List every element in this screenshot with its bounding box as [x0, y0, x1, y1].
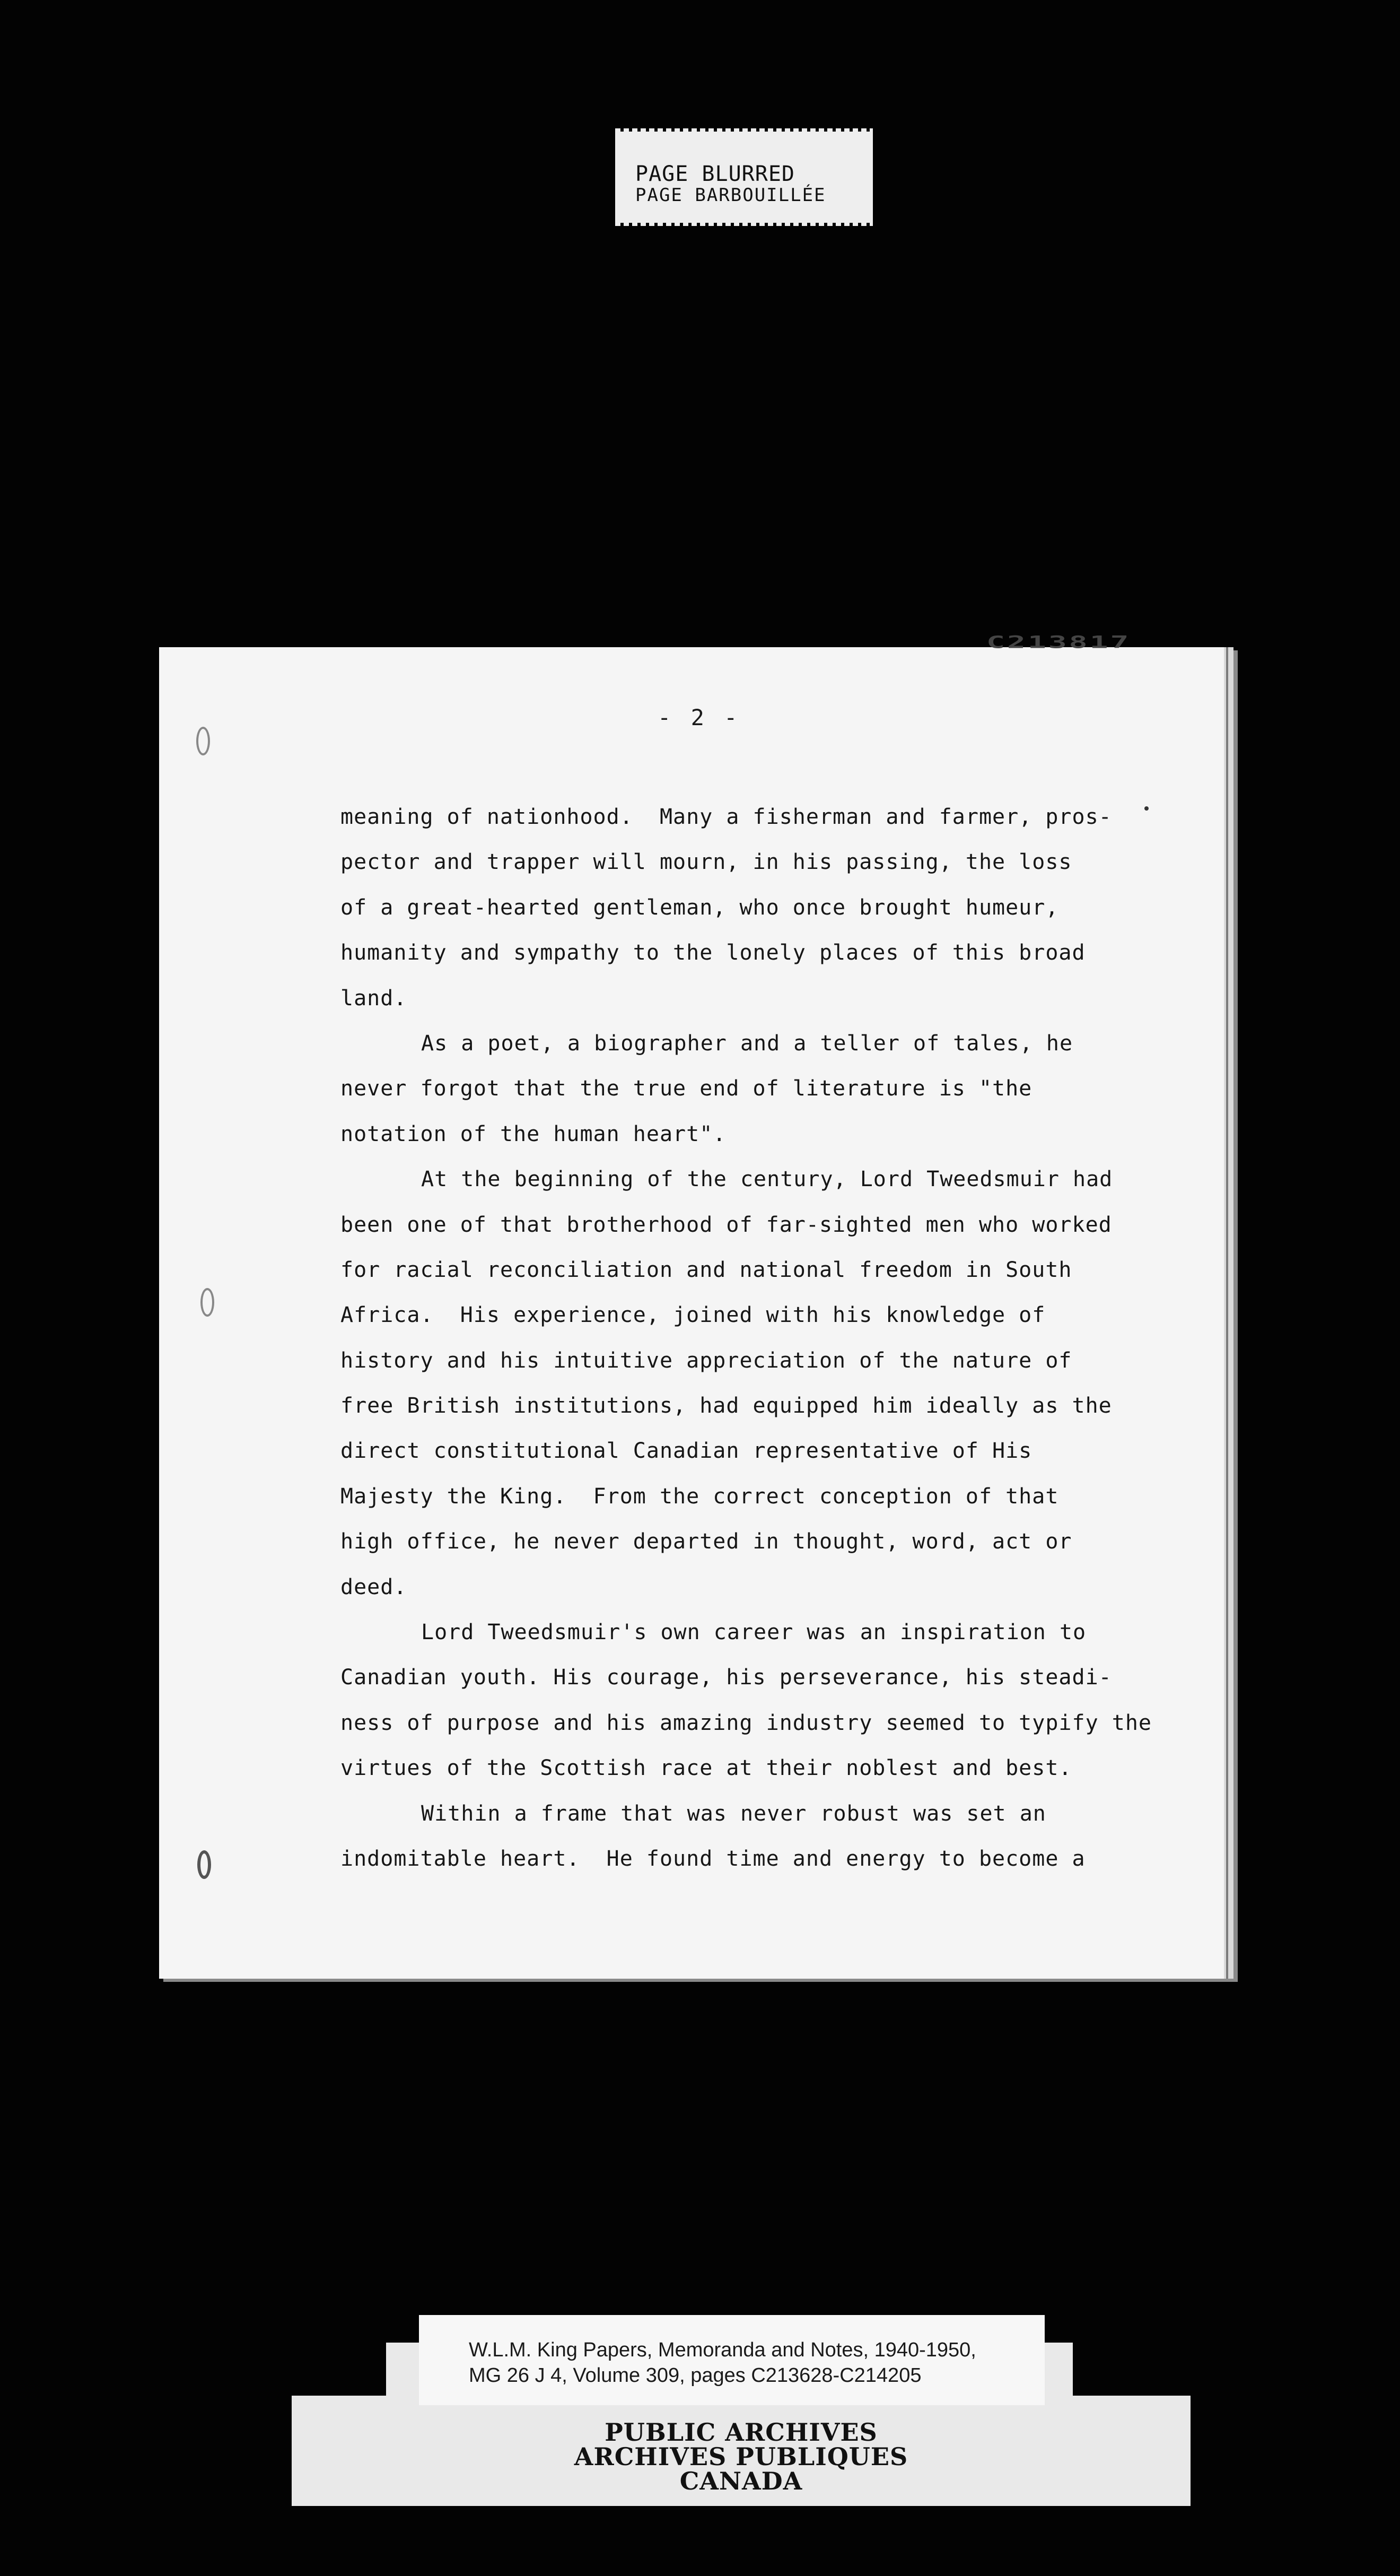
page-number: - 2 - — [658, 704, 741, 730]
text-line: humanity and sympathy to the lonely places of this broad — [340, 941, 1086, 965]
page-blurred-label — [615, 129, 873, 225]
source-citation — [419, 2315, 1045, 2405]
label-notch — [1073, 2343, 1191, 2396]
text-line: never forgot that the true end of literature is "the — [340, 1076, 1032, 1101]
text-line: pector and trapper will mourn, in his passing, the loss — [340, 850, 1072, 875]
punch-hole-icon — [200, 1288, 214, 1317]
text-line: indomitable heart. He found time and energy to become a — [340, 1846, 1086, 1871]
text-line: for racial reconciliation and national freedom in South — [340, 1257, 1072, 1282]
text-line: As a poet, a biographer and a teller of tales, he — [421, 1031, 1073, 1056]
text-line: direct constitutional Canadian representative of His — [340, 1439, 1032, 1464]
stamp-line: CANADA — [679, 2467, 803, 2495]
archive-source-label — [292, 2339, 1191, 2506]
text-line: notation of the human heart". — [340, 1121, 727, 1146]
archive-page-number: C213817 — [986, 632, 1131, 652]
label-notch — [292, 2343, 386, 2396]
typed-document-page — [159, 632, 1233, 1979]
page-edge — [1226, 647, 1228, 1979]
public-archives-stamp — [292, 2420, 1191, 2493]
text-line: At the beginning of the century, Lord Tweedsmuir had — [421, 1167, 1113, 1192]
text-line: high office, he never departed in thought, word, act or — [340, 1529, 1072, 1554]
blurred-label-french: PAGE BARBOUILLÉE — [635, 185, 826, 206]
text-line: virtues of the Scottish race at their noblest and best. — [340, 1756, 1072, 1781]
punch-hole-icon — [197, 1850, 211, 1879]
blurred-label-english: PAGE BLURRED — [635, 162, 795, 186]
stamp-line: ARCHIVES PUBLIQUES — [574, 2442, 908, 2471]
text-line: Lord Tweedsmuir's own career was an inspiration to — [421, 1620, 1087, 1645]
text-line: history and his intuitive appreciation of the nature of — [340, 1348, 1072, 1373]
text-line: Majesty the King. From the correct conception of that — [340, 1484, 1059, 1509]
text-line: Africa. His experience, joined with his knowledge of — [340, 1303, 1046, 1328]
stamp-line: PUBLIC ARCHIVES — [605, 2418, 878, 2447]
citation-line: MG 26 J 4, Volume 309, pages C213628-C214205 — [469, 2364, 922, 2387]
text-line: free British institutions, had equipped him ideally as the — [340, 1394, 1112, 1418]
text-line: ness of purpose and his amazing industry seemed to typify the — [340, 1710, 1152, 1735]
citation-line: W.L.M. King Papers, Memoranda and Notes, 1940-1950, — [469, 2339, 976, 2361]
document-text — [340, 795, 1210, 1882]
text-line: of a great-hearted gentleman, who once brought humeur, — [340, 895, 1059, 920]
text-line: land. — [340, 986, 407, 1011]
text-line: been one of that brotherhood of far-sighted men who worked — [340, 1212, 1112, 1237]
text-line: Canadian youth. His courage, his perseverance, his steadi- — [340, 1665, 1112, 1690]
text-line: meaning of nationhood. Many a fisherman and farmer, pros- — [340, 805, 1112, 829]
text-line: deed. — [340, 1574, 407, 1599]
punch-hole-icon — [196, 727, 210, 755]
text-line: Within a frame that was never robust was set an — [421, 1801, 1046, 1826]
